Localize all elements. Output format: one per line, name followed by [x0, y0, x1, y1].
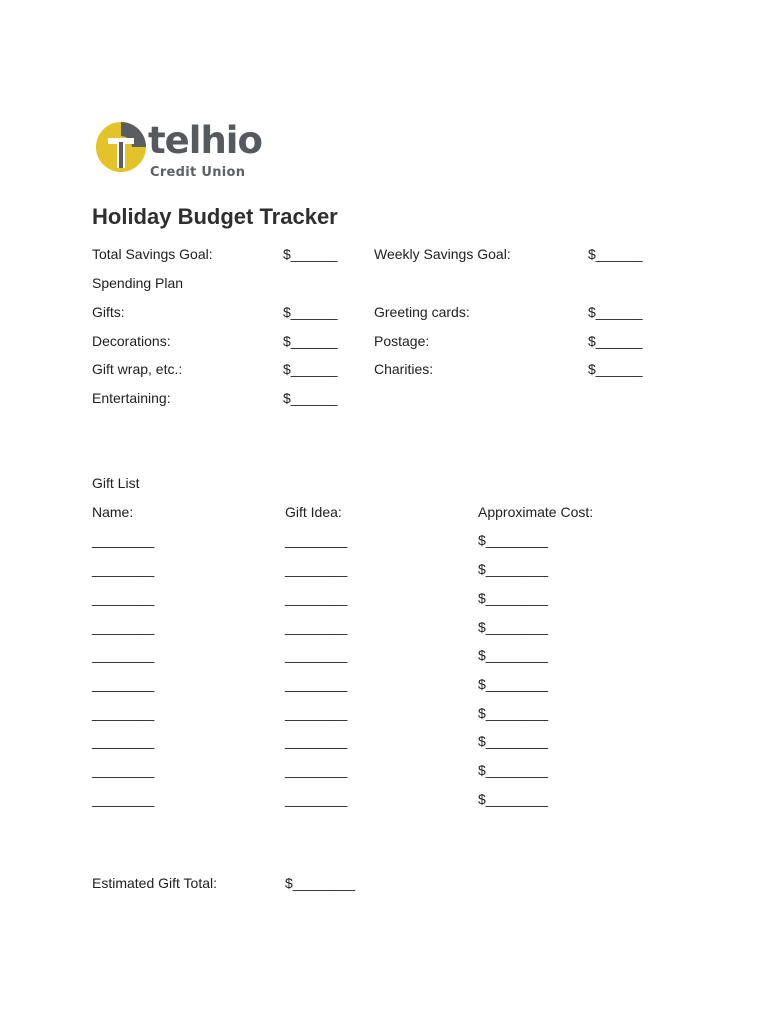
gift-list-heading: Gift List — [92, 475, 140, 491]
logo-wordmark: telhio — [148, 119, 262, 162]
gift-cost-field[interactable]: $________ — [478, 619, 549, 635]
gift-list-name-header: Name: — [92, 504, 134, 520]
gift-idea-field[interactable]: ________ — [285, 647, 348, 663]
gift-name-field[interactable]: ________ — [92, 532, 155, 548]
gift-list-cost-header: Approximate Cost: — [478, 504, 594, 520]
gift-idea-field[interactable]: ________ — [285, 733, 348, 749]
charities-label: Charities: — [374, 361, 434, 377]
weekly-savings-goal-label: Weekly Savings Goal: — [374, 246, 511, 262]
greeting-cards-field[interactable]: $______ — [588, 304, 643, 320]
logo-subtitle: Credit Union — [150, 165, 246, 180]
gift-idea-field[interactable]: ________ — [285, 705, 348, 721]
estimated-gift-total-field[interactable]: $________ — [285, 875, 356, 891]
spending-plan-heading: Spending Plan — [92, 275, 184, 291]
gift-name-field[interactable]: ________ — [92, 619, 155, 635]
telhio-logo — [94, 120, 264, 186]
gifts-field[interactable]: $______ — [283, 304, 338, 320]
gift-idea-field[interactable]: ________ — [285, 532, 348, 548]
telhio-emblem-icon — [94, 120, 148, 174]
gift-idea-field[interactable]: ________ — [285, 619, 348, 635]
postage-field[interactable]: $______ — [588, 333, 643, 349]
decorations-label: Decorations: — [92, 333, 171, 349]
gift-idea-field[interactable]: ________ — [285, 791, 348, 807]
gifts-label: Gifts: — [92, 304, 125, 320]
total-savings-goal-field[interactable]: $______ — [283, 246, 338, 262]
gift-idea-field[interactable]: ________ — [285, 561, 348, 577]
gift-cost-field[interactable]: $________ — [478, 647, 549, 663]
gift-cost-field[interactable]: $________ — [478, 762, 549, 778]
gift-cost-field[interactable]: $________ — [478, 705, 549, 721]
gift-wrap-label: Gift wrap, etc.: — [92, 361, 183, 377]
gift-cost-field[interactable]: $________ — [478, 791, 549, 807]
charities-field[interactable]: $______ — [588, 361, 643, 377]
gift-name-field[interactable]: ________ — [92, 561, 155, 577]
gift-cost-field[interactable]: $________ — [478, 733, 549, 749]
gift-name-field[interactable]: ________ — [92, 676, 155, 692]
gift-name-field[interactable]: ________ — [92, 791, 155, 807]
gift-idea-field[interactable]: ________ — [285, 762, 348, 778]
gift-cost-field[interactable]: $________ — [478, 532, 549, 548]
gift-name-field[interactable]: ________ — [92, 733, 155, 749]
decorations-field[interactable]: $______ — [283, 333, 338, 349]
weekly-savings-goal-field[interactable]: $______ — [588, 246, 643, 262]
gift-name-field[interactable]: ________ — [92, 647, 155, 663]
gift-name-field[interactable]: ________ — [92, 762, 155, 778]
gift-list-idea-header: Gift Idea: — [285, 504, 342, 520]
gift-idea-field[interactable]: ________ — [285, 590, 348, 606]
gift-name-field[interactable]: ________ — [92, 590, 155, 606]
gift-cost-field[interactable]: $________ — [478, 676, 549, 692]
gift-cost-field[interactable]: $________ — [478, 590, 549, 606]
gift-name-field[interactable]: ________ — [92, 705, 155, 721]
greeting-cards-label: Greeting cards: — [374, 304, 470, 320]
gift-idea-field[interactable]: ________ — [285, 676, 348, 692]
estimated-gift-total-label: Estimated Gift Total: — [92, 875, 218, 891]
entertaining-field[interactable]: $______ — [283, 390, 338, 406]
gift-cost-field[interactable]: $________ — [478, 561, 549, 577]
entertaining-label: Entertaining: — [92, 390, 171, 406]
postage-label: Postage: — [374, 333, 430, 349]
page-title: Holiday Budget Tracker — [92, 204, 338, 229]
total-savings-goal-label: Total Savings Goal: — [92, 246, 213, 262]
gift-wrap-field[interactable]: $______ — [283, 361, 338, 377]
